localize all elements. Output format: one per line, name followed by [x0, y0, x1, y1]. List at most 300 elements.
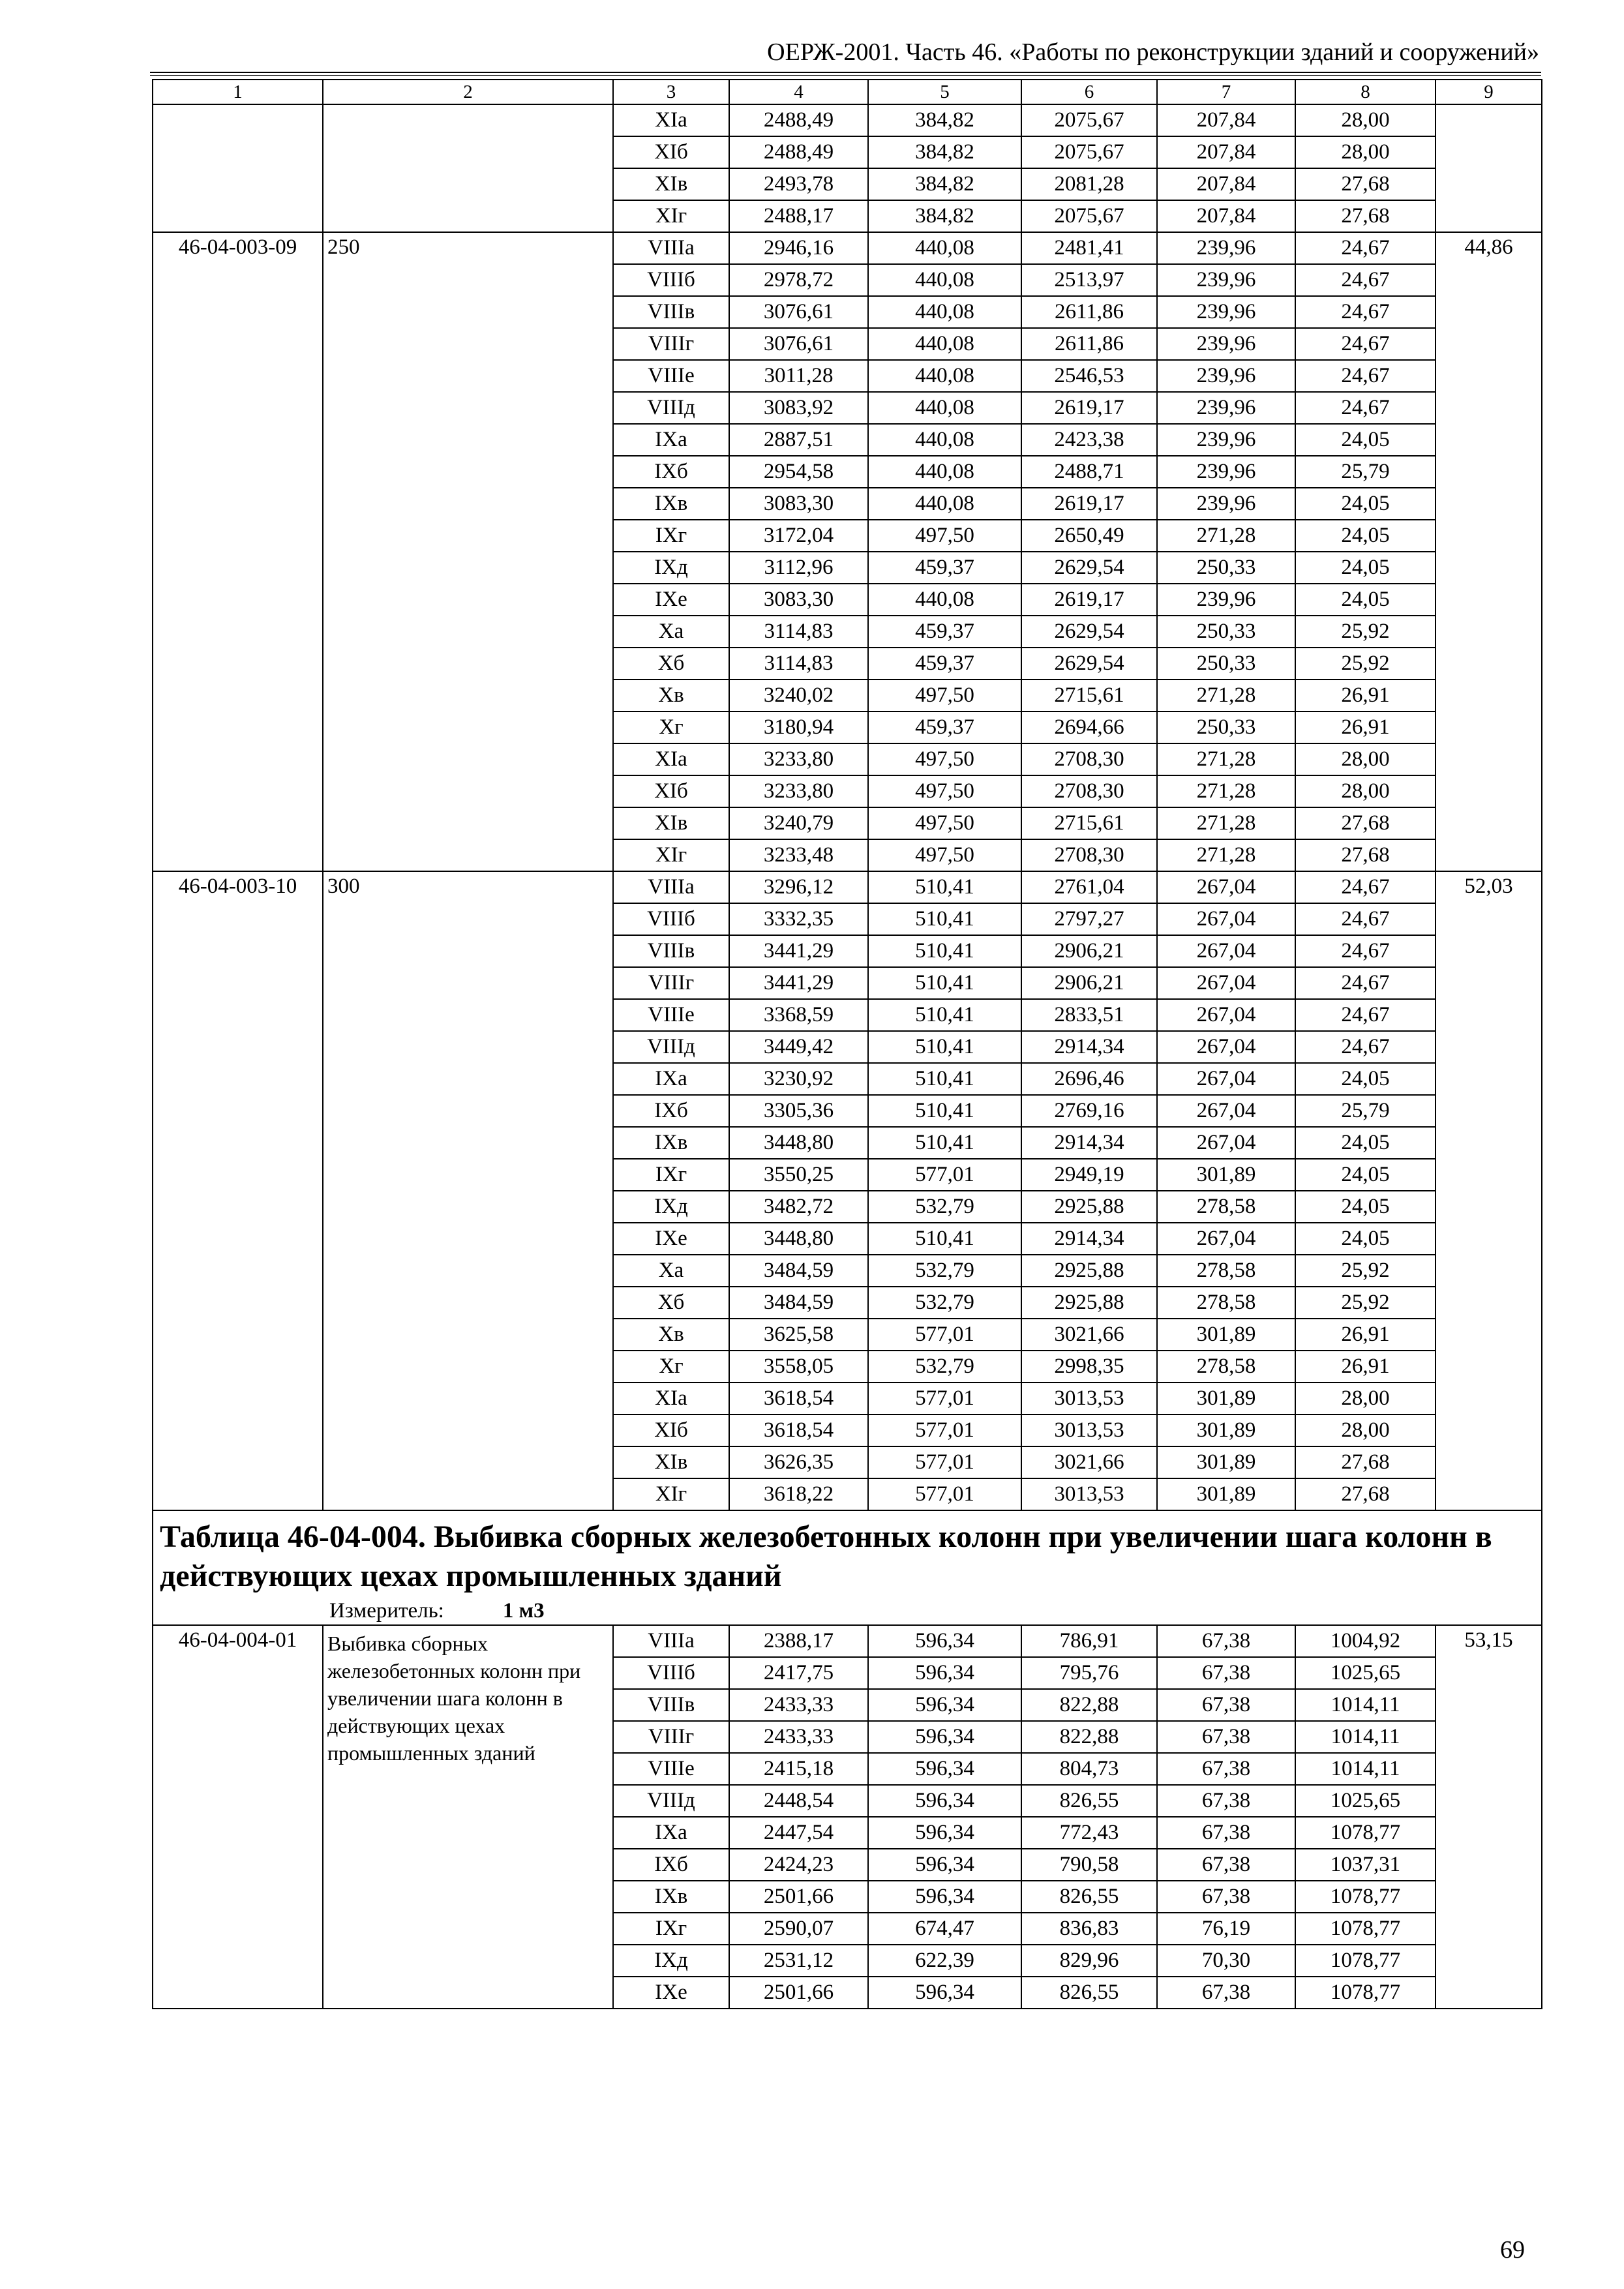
column-number: 4: [729, 80, 868, 104]
total-cost-cell: 2946,16: [729, 232, 868, 264]
zone-cell: IXд: [613, 1191, 729, 1223]
zone-cell: IXг: [613, 1913, 729, 1945]
machines-cell: 2513,97: [1021, 264, 1157, 296]
column-number-row: [153, 80, 1542, 104]
total-cost-cell: 2447,54: [729, 1817, 868, 1849]
column-number: 1: [153, 80, 323, 104]
total-cost-cell: 3484,59: [729, 1287, 868, 1319]
materials-cell: 24,67: [1295, 328, 1436, 360]
machinist-wages-cell: 239,96: [1157, 584, 1295, 616]
materials-cell: 24,67: [1295, 296, 1436, 328]
materials-cell: 25,79: [1295, 456, 1436, 488]
total-cost-cell: 3626,35: [729, 1446, 868, 1478]
machines-cell: 826,55: [1021, 1785, 1157, 1817]
column-number: 3: [613, 80, 729, 104]
column-number: 5: [868, 80, 1021, 104]
materials-cell: 24,67: [1295, 360, 1436, 392]
total-cost-cell: 3625,58: [729, 1319, 868, 1351]
zone-cell: IXб: [613, 456, 729, 488]
wages-cell: 596,34: [868, 1849, 1021, 1881]
total-cost-cell: 3449,42: [729, 1031, 868, 1063]
wages-cell: 497,50: [868, 743, 1021, 775]
machinist-wages-cell: 267,04: [1157, 1031, 1295, 1063]
page-number: 69: [1500, 2236, 1525, 2264]
machinist-wages-cell: 239,96: [1157, 360, 1295, 392]
zone-cell: VIIIб: [613, 1657, 729, 1689]
column-number: 8: [1295, 80, 1436, 104]
wages-cell: 459,37: [868, 552, 1021, 584]
machines-cell: 2611,86: [1021, 296, 1157, 328]
zone-cell: IXд: [613, 552, 729, 584]
zone-cell: Xб: [613, 1287, 729, 1319]
materials-cell: 24,67: [1295, 392, 1436, 424]
total-cost-cell: 2978,72: [729, 264, 868, 296]
total-cost-cell: 3618,54: [729, 1414, 868, 1446]
zone-cell: XIг: [613, 1478, 729, 1510]
machines-cell: 822,88: [1021, 1721, 1157, 1753]
machines-cell: 2833,51: [1021, 999, 1157, 1031]
total-cost-cell: 3368,59: [729, 999, 868, 1031]
machines-cell: 2081,28: [1021, 168, 1157, 200]
machinist-wages-cell: 271,28: [1157, 807, 1295, 839]
machines-cell: 2611,86: [1021, 328, 1157, 360]
zone-cell: XIб: [613, 1414, 729, 1446]
zone-cell: IXг: [613, 1159, 729, 1191]
zone-cell: VIIIг: [613, 967, 729, 999]
machinist-wages-cell: 70,30: [1157, 1945, 1295, 1977]
zone-cell: XIб: [613, 775, 729, 807]
machinist-wages-cell: 239,96: [1157, 424, 1295, 456]
materials-cell: 25,92: [1295, 616, 1436, 648]
materials-cell: 27,68: [1295, 1478, 1436, 1510]
wages-cell: 510,41: [868, 1095, 1021, 1127]
machinist-wages-cell: 271,28: [1157, 680, 1295, 711]
wages-cell: 510,41: [868, 935, 1021, 967]
wages-cell: 674,47: [868, 1913, 1021, 1945]
materials-cell: 27,68: [1295, 807, 1436, 839]
total-cost-cell: 3230,92: [729, 1063, 868, 1095]
zone-cell: IXб: [613, 1849, 729, 1881]
zone-cell: IXб: [613, 1095, 729, 1127]
zone-cell: XIа: [613, 1383, 729, 1414]
machines-cell: 2075,67: [1021, 136, 1157, 168]
zone-cell: IXа: [613, 1817, 729, 1849]
machinist-wages-cell: 250,33: [1157, 616, 1295, 648]
work-name-cell: [323, 104, 613, 232]
zone-cell: VIIIе: [613, 999, 729, 1031]
materials-cell: 24,67: [1295, 1031, 1436, 1063]
machinist-wages-cell: 301,89: [1157, 1319, 1295, 1351]
materials-cell: 24,05: [1295, 1127, 1436, 1159]
zone-cell: Xа: [613, 1255, 729, 1287]
zone-cell: VIIIа: [613, 1625, 729, 1657]
materials-cell: 24,05: [1295, 1063, 1436, 1095]
materials-cell: 24,05: [1295, 1223, 1436, 1255]
machinist-wages-cell: 271,28: [1157, 520, 1295, 552]
total-cost-cell: 2493,78: [729, 168, 868, 200]
total-cost-cell: 3484,59: [729, 1255, 868, 1287]
machines-cell: 2629,54: [1021, 616, 1157, 648]
total-cost-cell: 3448,80: [729, 1127, 868, 1159]
total-cost-cell: 2417,75: [729, 1657, 868, 1689]
total-cost-cell: 3550,25: [729, 1159, 868, 1191]
zone-cell: VIIIв: [613, 1689, 729, 1721]
machinist-wages-cell: 267,04: [1157, 871, 1295, 903]
machines-cell: 2694,66: [1021, 711, 1157, 743]
wages-cell: 440,08: [868, 360, 1021, 392]
zone-cell: VIIIг: [613, 328, 729, 360]
total-cost-cell: 2590,07: [729, 1913, 868, 1945]
machines-cell: 2925,88: [1021, 1287, 1157, 1319]
machinist-wages-cell: 271,28: [1157, 743, 1295, 775]
wages-cell: 596,34: [868, 1721, 1021, 1753]
zone-cell: Xг: [613, 1351, 729, 1383]
materials-cell: 1025,65: [1295, 1657, 1436, 1689]
total-cost-cell: 2531,12: [729, 1945, 868, 1977]
wages-cell: 440,08: [868, 488, 1021, 520]
materials-cell: 27,68: [1295, 1446, 1436, 1478]
total-cost-cell: 3112,96: [729, 552, 868, 584]
materials-cell: 24,05: [1295, 1159, 1436, 1191]
total-cost-cell: 3482,72: [729, 1191, 868, 1223]
zone-cell: VIIIд: [613, 1785, 729, 1817]
table-title: Таблица 46-04-004. Выбивка сборных железобетонных колонн при увеличении шага колонн в действующих цехах промышленных зданий: [160, 1519, 1492, 1593]
total-cost-cell: 3240,02: [729, 680, 868, 711]
wages-cell: 577,01: [868, 1159, 1021, 1191]
total-cost-cell: 3441,29: [729, 967, 868, 999]
total-cost-cell: 3114,83: [729, 648, 868, 680]
wages-cell: 440,08: [868, 584, 1021, 616]
labor-cost-cell: 53,15: [1436, 1625, 1542, 2009]
zone-cell: VIIIд: [613, 392, 729, 424]
wages-cell: 440,08: [868, 264, 1021, 296]
machinist-wages-cell: 239,96: [1157, 264, 1295, 296]
zone-cell: XIв: [613, 807, 729, 839]
rate-code-cell: 46-04-003-10: [153, 871, 323, 1510]
materials-cell: 24,05: [1295, 584, 1436, 616]
machines-cell: 2546,53: [1021, 360, 1157, 392]
wages-cell: 577,01: [868, 1319, 1021, 1351]
machinist-wages-cell: 67,38: [1157, 1753, 1295, 1785]
materials-cell: 28,00: [1295, 104, 1436, 136]
machines-cell: 3013,53: [1021, 1383, 1157, 1414]
machinist-wages-cell: 267,04: [1157, 999, 1295, 1031]
machines-cell: 2914,34: [1021, 1127, 1157, 1159]
wages-cell: 440,08: [868, 296, 1021, 328]
zone-cell: VIIIб: [613, 264, 729, 296]
total-cost-cell: 3083,92: [729, 392, 868, 424]
wages-cell: 510,41: [868, 999, 1021, 1031]
materials-cell: 1078,77: [1295, 1977, 1436, 2009]
materials-cell: 26,91: [1295, 1319, 1436, 1351]
total-cost-cell: 2488,49: [729, 136, 868, 168]
wages-cell: 459,37: [868, 616, 1021, 648]
labor-cost-cell: [1436, 104, 1542, 232]
zone-cell: IXе: [613, 584, 729, 616]
zone-cell: IXв: [613, 1127, 729, 1159]
materials-cell: 25,79: [1295, 1095, 1436, 1127]
zone-cell: VIIIв: [613, 935, 729, 967]
machinist-wages-cell: 207,84: [1157, 136, 1295, 168]
total-cost-cell: 2887,51: [729, 424, 868, 456]
column-number: 2: [323, 80, 613, 104]
materials-cell: 24,67: [1295, 935, 1436, 967]
machinist-wages-cell: 67,38: [1157, 1721, 1295, 1753]
machinist-wages-cell: 267,04: [1157, 1223, 1295, 1255]
machines-cell: 790,58: [1021, 1849, 1157, 1881]
total-cost-cell: 2433,33: [729, 1721, 868, 1753]
zone-cell: VIIIе: [613, 1753, 729, 1785]
total-cost-cell: 2501,66: [729, 1977, 868, 2009]
machinist-wages-cell: 250,33: [1157, 711, 1295, 743]
total-cost-cell: 2448,54: [729, 1785, 868, 1817]
wages-cell: 577,01: [868, 1383, 1021, 1414]
machinist-wages-cell: 278,58: [1157, 1287, 1295, 1319]
machines-cell: 2629,54: [1021, 648, 1157, 680]
zone-cell: IXа: [613, 1063, 729, 1095]
materials-cell: 28,00: [1295, 775, 1436, 807]
machinist-wages-cell: 267,04: [1157, 903, 1295, 935]
zone-cell: IXв: [613, 488, 729, 520]
measure-label: Измеритель:: [329, 1599, 444, 1623]
machinist-wages-cell: 278,58: [1157, 1255, 1295, 1287]
zone-cell: Xв: [613, 1319, 729, 1351]
wages-cell: 384,82: [868, 168, 1021, 200]
machinist-wages-cell: 67,38: [1157, 1625, 1295, 1657]
zone-cell: IXа: [613, 424, 729, 456]
machines-cell: 826,55: [1021, 1977, 1157, 2009]
materials-cell: 1078,77: [1295, 1913, 1436, 1945]
machines-cell: 2619,17: [1021, 488, 1157, 520]
column-number: 7: [1157, 80, 1295, 104]
table-row: [153, 1625, 1542, 1657]
machinist-wages-cell: 239,96: [1157, 296, 1295, 328]
wages-cell: 440,08: [868, 456, 1021, 488]
machines-cell: 829,96: [1021, 1945, 1157, 1977]
machinist-wages-cell: 271,28: [1157, 775, 1295, 807]
wages-cell: 510,41: [868, 1031, 1021, 1063]
machinist-wages-cell: 67,38: [1157, 1689, 1295, 1721]
total-cost-cell: 3083,30: [729, 584, 868, 616]
wages-cell: 440,08: [868, 232, 1021, 264]
total-cost-cell: 3332,35: [729, 903, 868, 935]
machines-cell: 772,43: [1021, 1817, 1157, 1849]
materials-cell: 1014,11: [1295, 1721, 1436, 1753]
price-table: [152, 79, 1542, 2009]
zone-cell: IXе: [613, 1977, 729, 2009]
materials-cell: 27,68: [1295, 839, 1436, 871]
machinist-wages-cell: 207,84: [1157, 104, 1295, 136]
total-cost-cell: 3233,48: [729, 839, 868, 871]
wages-cell: 622,39: [868, 1945, 1021, 1977]
materials-cell: 28,00: [1295, 743, 1436, 775]
total-cost-cell: 3011,28: [729, 360, 868, 392]
materials-cell: 24,67: [1295, 232, 1436, 264]
machinist-wages-cell: 267,04: [1157, 1127, 1295, 1159]
machines-cell: 2708,30: [1021, 743, 1157, 775]
total-cost-cell: 3233,80: [729, 775, 868, 807]
total-cost-cell: 2488,17: [729, 200, 868, 232]
machines-cell: 2708,30: [1021, 775, 1157, 807]
machinist-wages-cell: 67,38: [1157, 1817, 1295, 1849]
materials-cell: 27,68: [1295, 168, 1436, 200]
machinist-wages-cell: 67,38: [1157, 1977, 1295, 2009]
zone-cell: Xг: [613, 711, 729, 743]
column-number: 6: [1021, 80, 1157, 104]
total-cost-cell: 2433,33: [729, 1689, 868, 1721]
machines-cell: 2696,46: [1021, 1063, 1157, 1095]
materials-cell: 26,91: [1295, 680, 1436, 711]
materials-cell: 24,05: [1295, 488, 1436, 520]
total-cost-cell: 3441,29: [729, 935, 868, 967]
machines-cell: 2998,35: [1021, 1351, 1157, 1383]
machinist-wages-cell: 267,04: [1157, 935, 1295, 967]
zone-cell: Xв: [613, 680, 729, 711]
materials-cell: 28,00: [1295, 136, 1436, 168]
machinist-wages-cell: 301,89: [1157, 1383, 1295, 1414]
materials-cell: 1078,77: [1295, 1817, 1436, 1849]
zone-cell: XIа: [613, 104, 729, 136]
header-rule: [150, 72, 1541, 76]
machinist-wages-cell: 301,89: [1157, 1446, 1295, 1478]
materials-cell: 24,67: [1295, 871, 1436, 903]
machinist-wages-cell: 76,19: [1157, 1913, 1295, 1945]
wages-cell: 384,82: [868, 136, 1021, 168]
machinist-wages-cell: 301,89: [1157, 1478, 1295, 1510]
wages-cell: 440,08: [868, 424, 1021, 456]
materials-cell: 25,92: [1295, 1255, 1436, 1287]
total-cost-cell: 3180,94: [729, 711, 868, 743]
machines-cell: 2423,38: [1021, 424, 1157, 456]
materials-cell: 24,05: [1295, 520, 1436, 552]
total-cost-cell: 3172,04: [729, 520, 868, 552]
zone-cell: Xб: [613, 648, 729, 680]
machinist-wages-cell: 267,04: [1157, 1063, 1295, 1095]
machines-cell: 804,73: [1021, 1753, 1157, 1785]
wages-cell: 497,50: [868, 775, 1021, 807]
machines-cell: 2619,17: [1021, 392, 1157, 424]
rate-code-cell: [153, 104, 323, 232]
wages-cell: 510,41: [868, 1223, 1021, 1255]
wages-cell: 440,08: [868, 392, 1021, 424]
wages-cell: 596,34: [868, 1881, 1021, 1913]
machines-cell: 2075,67: [1021, 104, 1157, 136]
machinist-wages-cell: 301,89: [1157, 1159, 1295, 1191]
materials-cell: 1004,92: [1295, 1625, 1436, 1657]
total-cost-cell: 2954,58: [729, 456, 868, 488]
labor-cost-cell: 52,03: [1436, 871, 1542, 1510]
total-cost-cell: 3448,80: [729, 1223, 868, 1255]
wages-cell: 577,01: [868, 1446, 1021, 1478]
total-cost-cell: 2488,49: [729, 104, 868, 136]
materials-cell: 1014,11: [1295, 1753, 1436, 1785]
total-cost-cell: 3076,61: [729, 328, 868, 360]
zone-cell: IXг: [613, 520, 729, 552]
machines-cell: 3021,66: [1021, 1446, 1157, 1478]
measure-line: [160, 1598, 1535, 1623]
materials-cell: 26,91: [1295, 711, 1436, 743]
materials-cell: 24,67: [1295, 264, 1436, 296]
wages-cell: 510,41: [868, 871, 1021, 903]
wages-cell: 497,50: [868, 839, 1021, 871]
materials-cell: 1078,77: [1295, 1945, 1436, 1977]
wages-cell: 532,79: [868, 1191, 1021, 1223]
total-cost-cell: 3305,36: [729, 1095, 868, 1127]
total-cost-cell: 3618,22: [729, 1478, 868, 1510]
total-cost-cell: 3296,12: [729, 871, 868, 903]
machines-cell: 2715,61: [1021, 680, 1157, 711]
machines-cell: 2906,21: [1021, 935, 1157, 967]
wages-cell: 497,50: [868, 680, 1021, 711]
wages-cell: 532,79: [868, 1287, 1021, 1319]
machines-cell: 2708,30: [1021, 839, 1157, 871]
wages-cell: 497,50: [868, 520, 1021, 552]
zone-cell: XIг: [613, 200, 729, 232]
total-cost-cell: 3240,79: [729, 807, 868, 839]
zone-cell: VIIIв: [613, 296, 729, 328]
materials-cell: 1078,77: [1295, 1881, 1436, 1913]
table-title-row: [153, 1510, 1542, 1625]
total-cost-cell: 3114,83: [729, 616, 868, 648]
machines-cell: 2075,67: [1021, 200, 1157, 232]
zone-cell: XIа: [613, 743, 729, 775]
materials-cell: 24,05: [1295, 1191, 1436, 1223]
wages-cell: 577,01: [868, 1414, 1021, 1446]
machinist-wages-cell: 67,38: [1157, 1657, 1295, 1689]
machines-cell: 3013,53: [1021, 1414, 1157, 1446]
rate-code-cell: 46-04-003-09: [153, 232, 323, 871]
wages-cell: 596,34: [868, 1689, 1021, 1721]
wages-cell: 532,79: [868, 1351, 1021, 1383]
total-cost-cell: 2501,66: [729, 1881, 868, 1913]
machines-cell: 2488,71: [1021, 456, 1157, 488]
machinist-wages-cell: 239,96: [1157, 456, 1295, 488]
wages-cell: 596,34: [868, 1657, 1021, 1689]
materials-cell: 25,92: [1295, 1287, 1436, 1319]
materials-cell: 1014,11: [1295, 1689, 1436, 1721]
machines-cell: 2914,34: [1021, 1223, 1157, 1255]
machinist-wages-cell: 239,96: [1157, 392, 1295, 424]
zone-cell: IXе: [613, 1223, 729, 1255]
table-title-cell: [153, 1510, 1542, 1625]
materials-cell: 28,00: [1295, 1414, 1436, 1446]
machines-cell: 2761,04: [1021, 871, 1157, 903]
wages-cell: 596,34: [868, 1625, 1021, 1657]
rate-code-cell: 46-04-004-01: [153, 1625, 323, 2009]
machinist-wages-cell: 239,96: [1157, 328, 1295, 360]
machines-cell: 822,88: [1021, 1689, 1157, 1721]
wages-cell: 510,41: [868, 967, 1021, 999]
machinist-wages-cell: 239,96: [1157, 488, 1295, 520]
total-cost-cell: 3618,54: [729, 1383, 868, 1414]
materials-cell: 24,05: [1295, 424, 1436, 456]
work-name-cell: 300: [323, 871, 613, 1510]
total-cost-cell: 2415,18: [729, 1753, 868, 1785]
wages-cell: 384,82: [868, 104, 1021, 136]
machines-cell: 2650,49: [1021, 520, 1157, 552]
column-number: 9: [1436, 80, 1542, 104]
machines-cell: 2925,88: [1021, 1255, 1157, 1287]
machinist-wages-cell: 267,04: [1157, 967, 1295, 999]
total-cost-cell: 3558,05: [729, 1351, 868, 1383]
zone-cell: XIв: [613, 1446, 729, 1478]
materials-cell: 24,67: [1295, 999, 1436, 1031]
materials-cell: 24,67: [1295, 967, 1436, 999]
materials-cell: 26,91: [1295, 1351, 1436, 1383]
machines-cell: 2769,16: [1021, 1095, 1157, 1127]
machinist-wages-cell: 278,58: [1157, 1351, 1295, 1383]
wages-cell: 497,50: [868, 807, 1021, 839]
